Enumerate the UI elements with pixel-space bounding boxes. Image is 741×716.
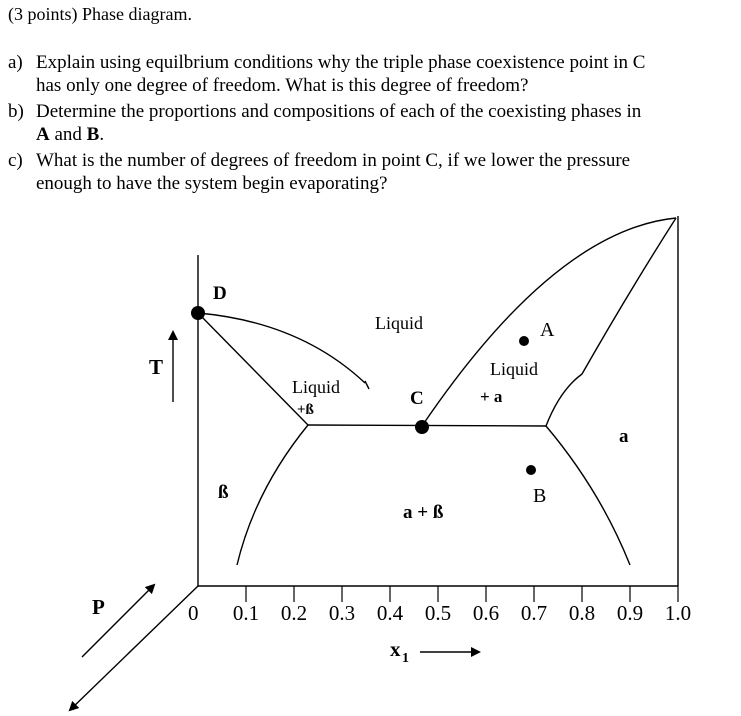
solvus-curve-left [237, 425, 308, 565]
region-liquid-beta-line1: Liquid [292, 377, 340, 397]
question-b-period: . [99, 124, 105, 145]
region-liquid-label: Liquid [375, 313, 423, 333]
pressure-axis-label: P [92, 595, 105, 619]
axis-tick-label: 0.3 [328, 601, 356, 625]
axis-tick-label: 0.6 [472, 601, 500, 625]
axis-tick-label: 0.4 [376, 601, 404, 625]
axis-tick-label: 0.1 [232, 601, 260, 625]
axis-tick-label: 0.9 [616, 601, 644, 625]
point-b-marker [526, 465, 536, 475]
region-liquid-alpha-line1: Liquid [490, 359, 538, 379]
point-c-label: C [410, 388, 424, 409]
question-a-line1: Explain using equilbrium conditions why the triple phase coexistence point in C [36, 52, 646, 73]
axis-tick-label: 0.5 [424, 601, 452, 625]
temperature-axis-label: T [149, 355, 164, 379]
axis-tick-label: 0.2 [280, 601, 308, 625]
composition-axis-subscript: 1 [402, 651, 409, 666]
question-b-point-b: B [86, 124, 100, 145]
axis-tick-label: 0 [188, 601, 199, 625]
solvus-curve-right [546, 426, 630, 565]
question-b-label: b) [8, 101, 24, 122]
region-alpha-label: a [619, 426, 629, 447]
point-d-marker [191, 306, 205, 320]
question-b-point-a: A [36, 124, 50, 145]
point-d-label: D [213, 283, 227, 304]
axis-tick-label: 0.8 [568, 601, 596, 625]
question-c-line2: enough to have the system begin evaporating? [36, 173, 388, 194]
axis-tick-label: 0.7 [520, 601, 548, 625]
region-alpha-beta-label: a + ß [403, 502, 444, 523]
composition-axis-label: x [390, 637, 401, 661]
region-beta-label: ß [218, 482, 229, 503]
question-a-line2: has only one degree of freedom. What is this degree of freedom? [36, 75, 529, 96]
point-a-marker [519, 336, 529, 346]
solidus-curve-right [546, 218, 676, 426]
liquidus-curve-left [198, 313, 365, 383]
region-liquid-beta-line2: +ß [297, 402, 314, 418]
point-b-label: B [533, 485, 547, 507]
solidus-line-left [198, 313, 308, 425]
axis-tick-label: 1.0 [664, 601, 692, 625]
question-c-line1: What is the number of degrees of freedom in point C, if we lower the pressure [36, 150, 631, 171]
question-a-label: a) [8, 52, 23, 73]
problem-title: (3 points) Phase diagram. [8, 4, 192, 24]
question-b-line1: Determine the proportions and compositions of each of the coexisting phases in [36, 101, 642, 122]
point-a-label: A [540, 319, 555, 341]
question-b-and: and [49, 124, 87, 145]
liquidus-tick [365, 381, 369, 389]
point-c-marker [415, 420, 429, 434]
question-c-label: c) [8, 150, 23, 171]
region-liquid-alpha-line2: + a [480, 387, 503, 406]
